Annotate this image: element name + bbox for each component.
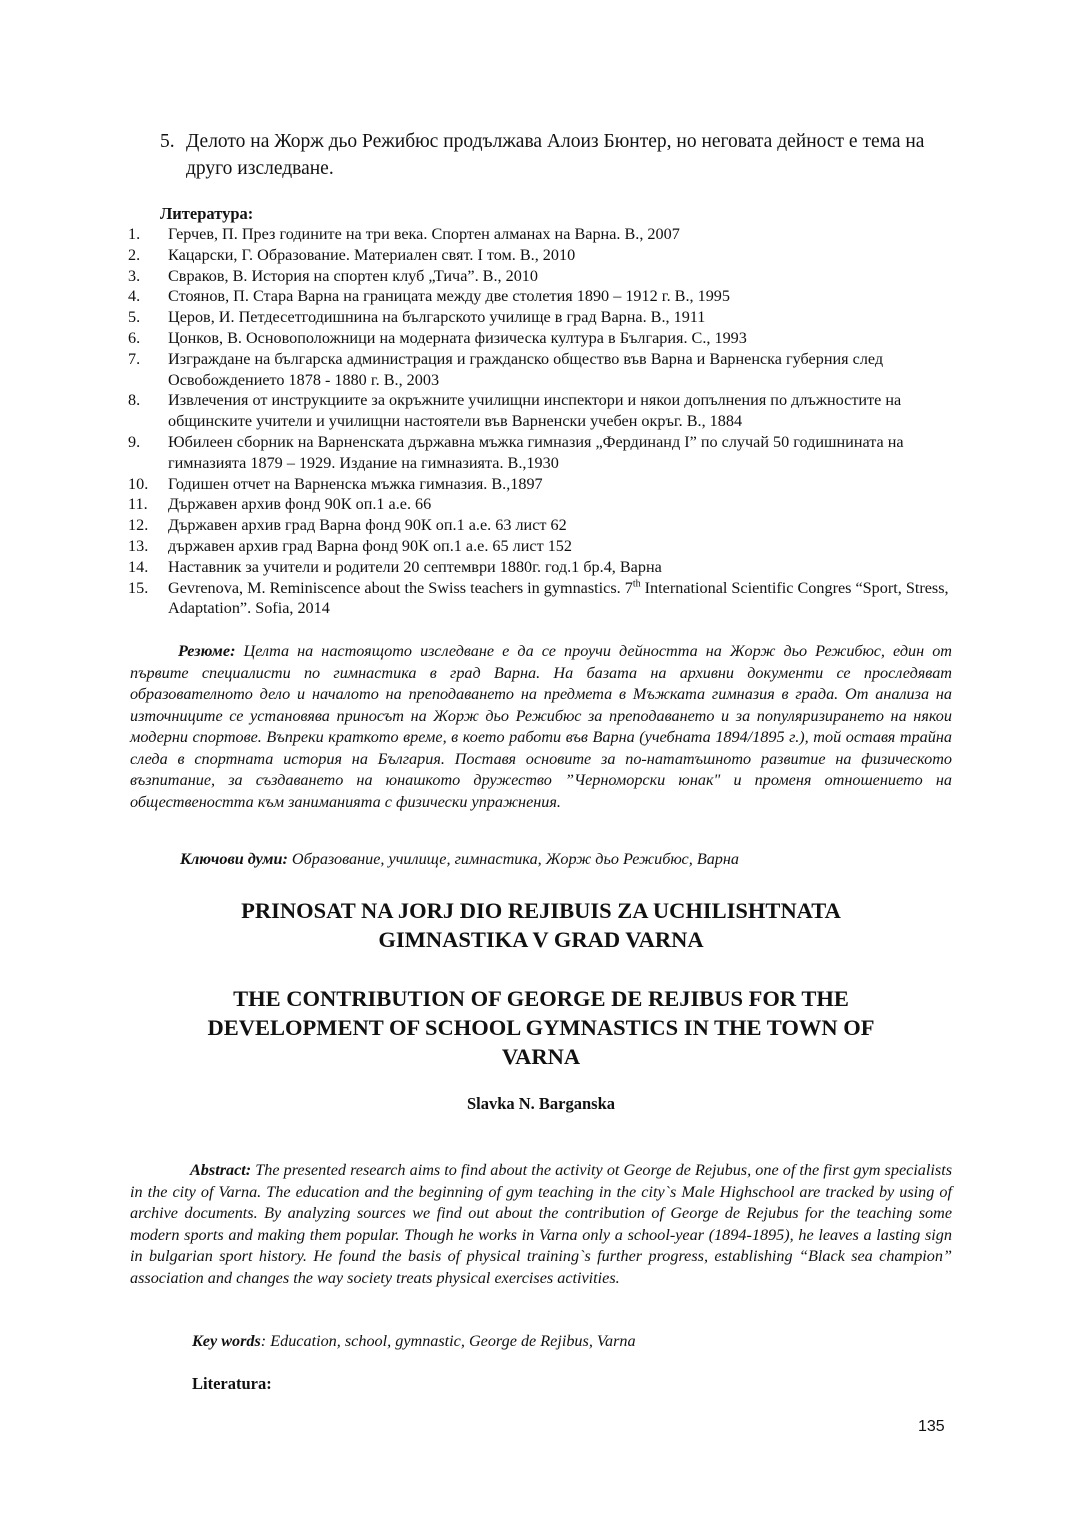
abstract-label: Резюме: — [178, 642, 236, 660]
title-line: GIMNASTIKA V GRAD VARNA — [378, 927, 704, 952]
point-number: 5. — [160, 131, 175, 152]
reference-item — [128, 557, 958, 578]
reference-number: 13. — [128, 536, 149, 555]
reference-text: Държавен архив град Варна фонд 90К оп.1 а.е. 63 лист 62 — [168, 516, 567, 535]
keywords-label: Ключови думи: — [180, 850, 288, 868]
reference-number: 5. — [128, 308, 141, 327]
reference-text-part: Gevrenova, M. Reminiscence about the Swiss teachers in gymnastics. 7 — [168, 578, 633, 597]
page-number: 135 — [918, 1418, 945, 1435]
literature-heading-english: Literatura: — [192, 1374, 272, 1393]
reference-text: Държавен архив фонд 90К оп.1 а.е. 66 — [168, 495, 432, 514]
reference-text: Юбилеен сборник на Варненската държавна мъжка гимназия „Фердинанд I” по случай 50 годишнината на гимназията 1879 – 1929. Издание на гимназията. В.,1930 — [168, 432, 904, 472]
reference-item — [128, 307, 958, 328]
reference-number: 6. — [128, 328, 141, 347]
reference-text: Свраков, В. История на спортен клуб „Тича”. В., 2010 — [168, 266, 538, 285]
reference-item — [128, 328, 958, 349]
reference-item — [128, 266, 958, 287]
reference-number: 10. — [128, 474, 149, 493]
reference-text: Извлечения от инструкциите за окръжните училищни инспектори и някои допълнения по длъжностите на общинските учители и училищни настоятели във Варненски учебен окръг. В., 1884 — [168, 391, 902, 431]
author-name: Slavka N. Barganska — [466, 1094, 616, 1113]
reference-number: 12. — [128, 516, 149, 535]
keywords-text: Образование, училище, гимнастика, Жорж дьо Режибюс, Варна — [287, 850, 740, 868]
keywords-label: Key words — [192, 1332, 261, 1350]
abstract-label: Abstract: — [190, 1161, 252, 1179]
reference-item — [128, 515, 958, 536]
reference-text: Годишен отчет на Варненска мъжка гимназия. В.,1897 — [168, 474, 543, 493]
reference-item — [128, 390, 958, 432]
reference-number: 7. — [128, 349, 141, 368]
reference-text: Герчев, П. През годините на три века. Спортен алманах на Варна. В., 2007 — [168, 225, 680, 243]
title-line: PRINOSAT NA JORJ DIO REJIBUIS ZA UCHILISHTNATA — [241, 898, 841, 923]
reference-text: Цонков, В. Основоположници на модерната физическа култура в България. С., 1993 — [168, 328, 747, 347]
numbered-point — [160, 128, 960, 182]
reference-item — [128, 349, 958, 391]
reference-item — [128, 224, 958, 245]
abstract-text: The presented research aims to find about the activity ot George de Rejubus, one of the first gym specialists in the city of Varna. The education and the beginning of gym teaching in the city`s Male Highschool are tracked by using of archive documents. By analyzing sources we find out about the contribution of George de Rejubus for the teaching some modern sports and making them popular. Though he works in Varna only a school-year (1894-1895), he leaves a lasting sign in bulgarian sport history. He found the basis of physical training`s further progress, establishing “Black sea champion” association and changes the way society treats physical exercises activities. — [130, 1161, 952, 1287]
reference-number: 1. — [128, 225, 141, 243]
superscript-ordinal: th — [632, 578, 641, 590]
title-english — [130, 984, 952, 1071]
reference-number: 14. — [128, 557, 149, 576]
reference-item — [128, 578, 958, 620]
reference-text: Наставник за учители и родители 20 септември 1880г. год.1 бр.4, Варна — [168, 557, 662, 576]
title-line: VARNA — [501, 1044, 581, 1069]
abstract-bulgarian — [130, 641, 952, 813]
reference-item — [128, 245, 958, 266]
reference-text: Изграждане на българска администрация и гражданско общество във Варна и Варненска губерния след Освобождението 1878 - 1880 г. В., 2003 — [168, 349, 884, 389]
point-text: Делото на Жорж дьо Режибюс продължава Алоиз Бюнтер, но неговата дейност е тема на друго изследване. — [186, 131, 925, 179]
keywords-bulgarian — [180, 850, 960, 869]
reference-text: Стоянов, П. Стара Варна на границата между две столетия 1890 – 1912 г. В., 1995 — [168, 287, 730, 306]
reference-item — [128, 432, 958, 474]
reference-number: 4. — [128, 287, 141, 306]
keywords-english — [192, 1332, 952, 1351]
literature-heading: Литература: — [160, 204, 254, 223]
reference-number: 15. — [128, 578, 149, 597]
reference-number: 8. — [128, 391, 141, 410]
reference-text: Церов, И. Петдесетгодишнина на българското училище в град Варна. В., 1911 — [168, 308, 706, 327]
reference-number: 11. — [128, 495, 148, 514]
reference-text: държавен архив град Варна фонд 90К оп.1 а.е. 65 лист 152 — [168, 536, 572, 555]
abstract-english — [130, 1160, 952, 1289]
reference-number: 2. — [128, 245, 141, 264]
reference-item — [128, 286, 958, 307]
reference-text-part: International Scientific Congres “Sport, Stress, Adaptation”. Sofia, 2014 — [168, 578, 949, 618]
title-line: THE CONTRIBUTION OF GEORGE DE REJIBUS FOR THE — [233, 986, 849, 1011]
keywords-text: : Education, school, gymnastic, George de Rejibus, Varna — [260, 1332, 636, 1350]
reference-number: 3. — [128, 266, 141, 285]
reference-item — [128, 474, 958, 495]
reference-list — [128, 224, 958, 619]
reference-text: Кацарски, Г. Образование. Материален свят. I том. В., 2010 — [168, 245, 576, 264]
reference-item — [128, 494, 958, 515]
title-line: DEVELOPMENT OF SCHOOL GYMNASTICS IN THE TOWN OF — [207, 1015, 875, 1040]
abstract-text: Целта на настоящото изследване е да се проучи дейността на Жорж дьо Режибюс, един от първите специалисти по гимнастика в град Варна. На базата на архивни документи се проследяват образователното дело и началото на преподаването на предмета в Мъжката гимназия в града. От анализа на източниците се установява приносът на Жорж дьо Режибюс за преподаването и за популяризирането на някои модерни спортове. Въпреки краткото време, в което работи във Варна (учебната 1894/1895 г.), той оставя трайна следа в спортната история на България. Поставя основите за по-нататъшното развитие на физическото възпитание, за създаването на юнашкото дружество ”Черноморски юнак" и променя отношението на обществеността към заниманията с физически упражнения. — [130, 642, 952, 811]
reference-number: 9. — [128, 432, 141, 451]
title-transliterated — [130, 896, 952, 954]
reference-item — [128, 536, 958, 557]
